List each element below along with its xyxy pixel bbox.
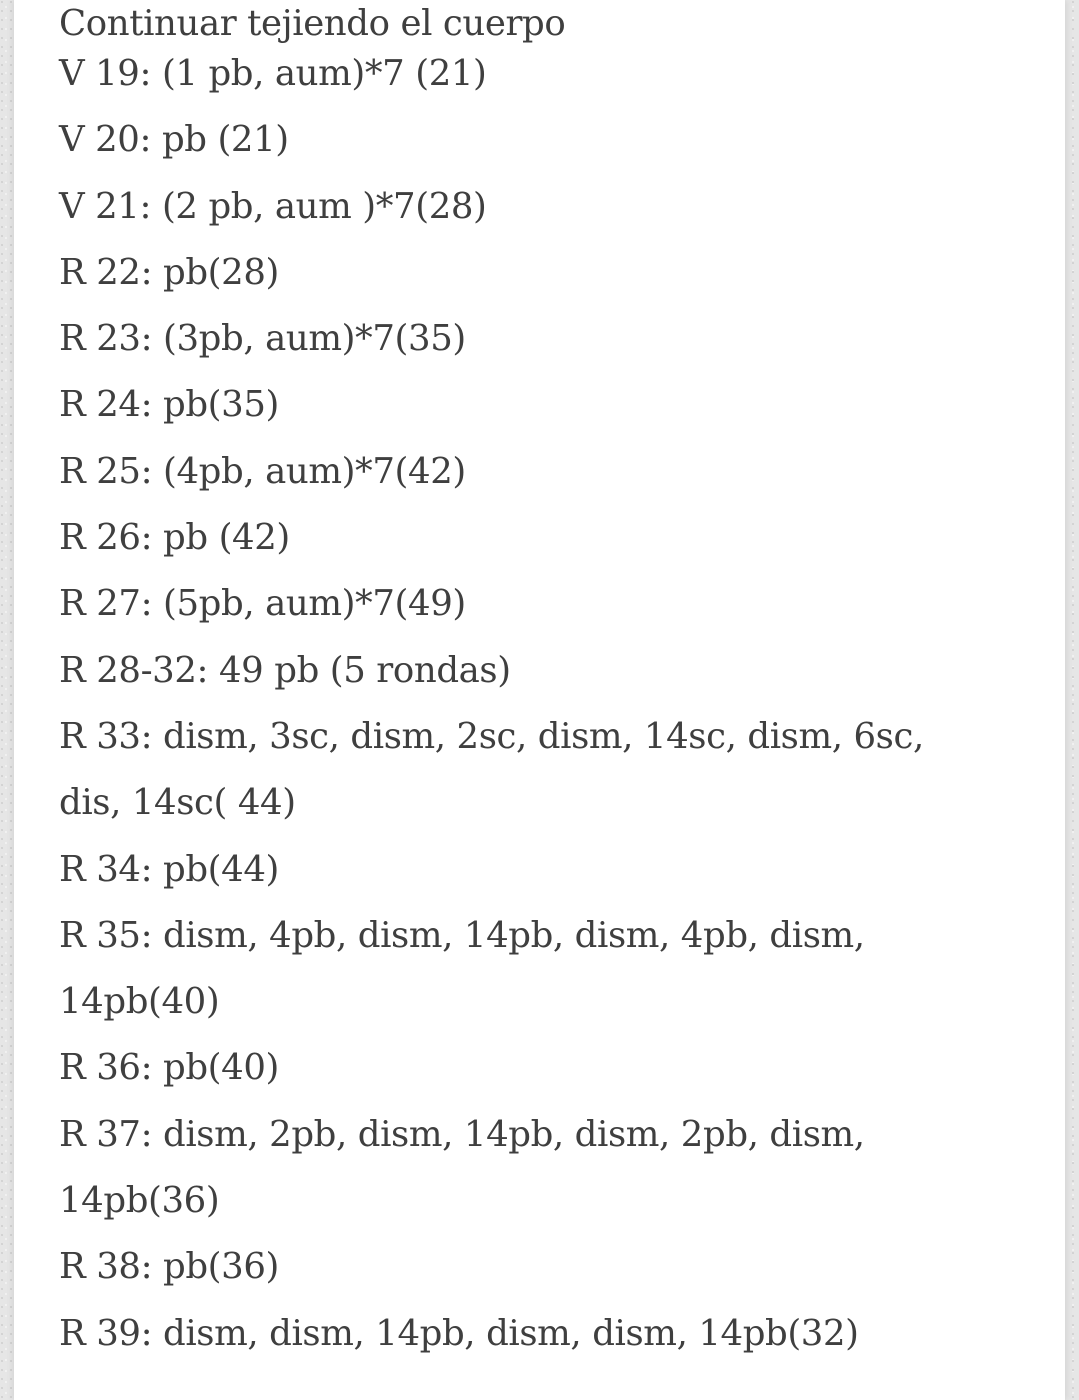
round-line: R 39: dism, dism, 14pb, dism, dism, 14pb(32) (59, 1312, 859, 1354)
section-heading: Continuar tejiendo el cuerpo (59, 3, 566, 44)
round-line: R 25: (4pb, aum)*7(42) (59, 450, 466, 492)
round-line-continuation: 14pb(40) (59, 981, 220, 1023)
round-line: V 21: (2 pb, aum )*7(28) (59, 185, 487, 227)
round-line: R 33: dism, 3sc, dism, 2sc, dism, 14sc, dism, 6sc, (59, 715, 924, 757)
round-line: R 27: (5pb, aum)*7(49) (59, 583, 466, 625)
round-line: R 23: (3pb, aum)*7(35) (59, 318, 466, 360)
round-line: R 35: dism, 4pb, dism, 14pb, dism, 4pb, dism, (59, 914, 865, 956)
round-line: R 36: pb(40) (59, 1047, 279, 1089)
round-line-continuation: 14pb(36) (59, 1180, 220, 1222)
round-line: V 20: pb (21) (59, 119, 289, 161)
round-line: R 34: pb(44) (59, 848, 279, 890)
round-line: R 38: pb(36) (59, 1246, 279, 1288)
document-page (14, 0, 1065, 1400)
pattern-text (59, 0, 1019, 1376)
round-line-continuation: dis, 14sc( 44) (59, 782, 296, 824)
round-line: V 19: (1 pb, aum)*7 (21) (59, 53, 487, 94)
round-line: R 28-32: 49 pb (5 rondas) (59, 649, 511, 691)
round-line: R 26: pb (42) (59, 517, 290, 559)
round-line: R 22: pb(28) (59, 251, 279, 293)
round-line: R 24: pb(35) (59, 384, 279, 426)
round-line: R 37: dism, 2pb, dism, 14pb, dism, 2pb, dism, (59, 1113, 865, 1155)
